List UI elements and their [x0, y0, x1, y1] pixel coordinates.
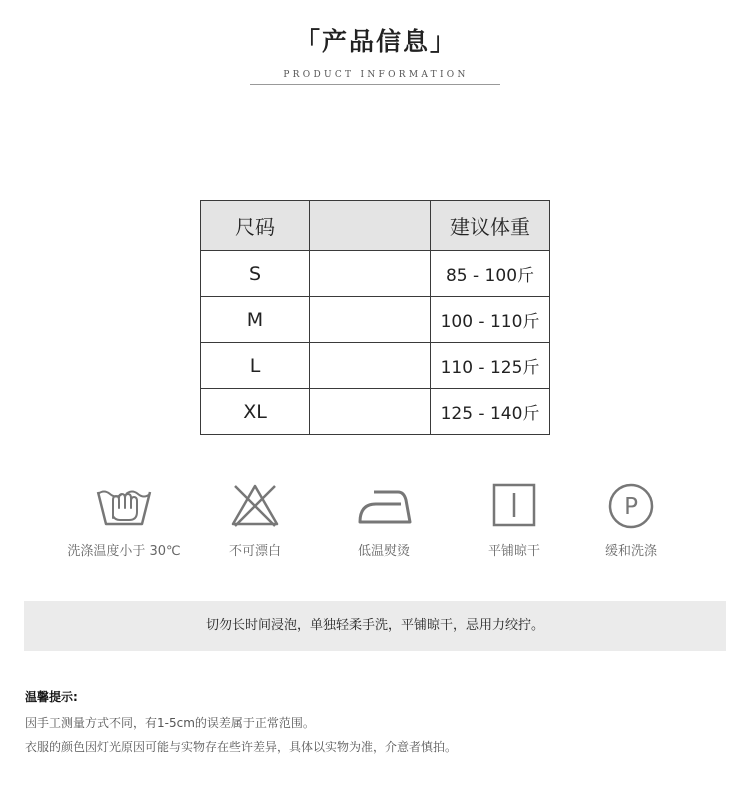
gentle-wash-icon — [601, 480, 661, 532]
hand-wash-icon — [94, 480, 154, 532]
blank-cell — [310, 251, 431, 297]
table-row — [201, 389, 550, 435]
weight-cell: 85 - 100斤 — [431, 251, 550, 297]
blank-cell — [310, 297, 431, 343]
no-bleach-icon — [225, 480, 285, 532]
care-item-low-iron — [309, 480, 459, 559]
notice-line: 衣服的颜色因灯光原因可能与实物存在些许差异，具体以实物为准，介意者慎拍。 — [25, 740, 458, 754]
table-row — [201, 297, 550, 343]
subtitle-underline — [250, 84, 500, 85]
care-item-gentle-wash — [556, 480, 706, 559]
care-item-hand-wash — [49, 480, 199, 559]
weight-cell: 125 - 140斤 — [431, 389, 550, 435]
care-label-low-iron: 低温熨烫 — [357, 544, 410, 559]
table-row — [201, 251, 550, 297]
gentle-wash-symbol: P — [624, 494, 638, 520]
care-label-hand-wash: 洗涤温度小于 30℃ — [67, 544, 181, 559]
notice-section — [25, 688, 725, 759]
page-subtitle: PRODUCT INFORMATION — [283, 70, 469, 80]
care-label-gentle-wash: 缓和洗涤 — [604, 544, 657, 559]
header-weight: 建议体重 — [431, 201, 550, 251]
blank-cell — [310, 343, 431, 389]
size-cell: M — [201, 297, 310, 343]
blank-cell — [310, 389, 431, 435]
weight-cell: 100 - 110斤 — [431, 297, 550, 343]
header-blank — [310, 201, 431, 251]
care-label-dry-flat: 平铺晾干 — [487, 544, 540, 559]
size-table-header-row — [201, 201, 550, 251]
size-cell: XL — [201, 389, 310, 435]
size-cell: S — [201, 251, 310, 297]
page-title: 「产品信息」 — [294, 27, 457, 56]
care-label-no-bleach: 不可漂白 — [228, 544, 281, 559]
care-item-no-bleach — [180, 480, 330, 559]
care-tip-bar: 切勿长时间浸泡，单独轻柔手洗，平铺晾干，忌用力绞拧。 — [24, 601, 726, 651]
low-iron-icon — [354, 480, 414, 532]
size-cell: L — [201, 343, 310, 389]
weight-cell: 110 - 125斤 — [431, 343, 550, 389]
notice-line: 因手工测量方式不同，有1-5cm的误差属于正常范围。 — [25, 716, 315, 730]
dry-flat-icon — [484, 480, 544, 532]
notice-title: 温馨提示: — [25, 690, 78, 704]
header-size: 尺码 — [201, 201, 310, 251]
size-table — [200, 200, 550, 435]
table-row — [201, 343, 550, 389]
